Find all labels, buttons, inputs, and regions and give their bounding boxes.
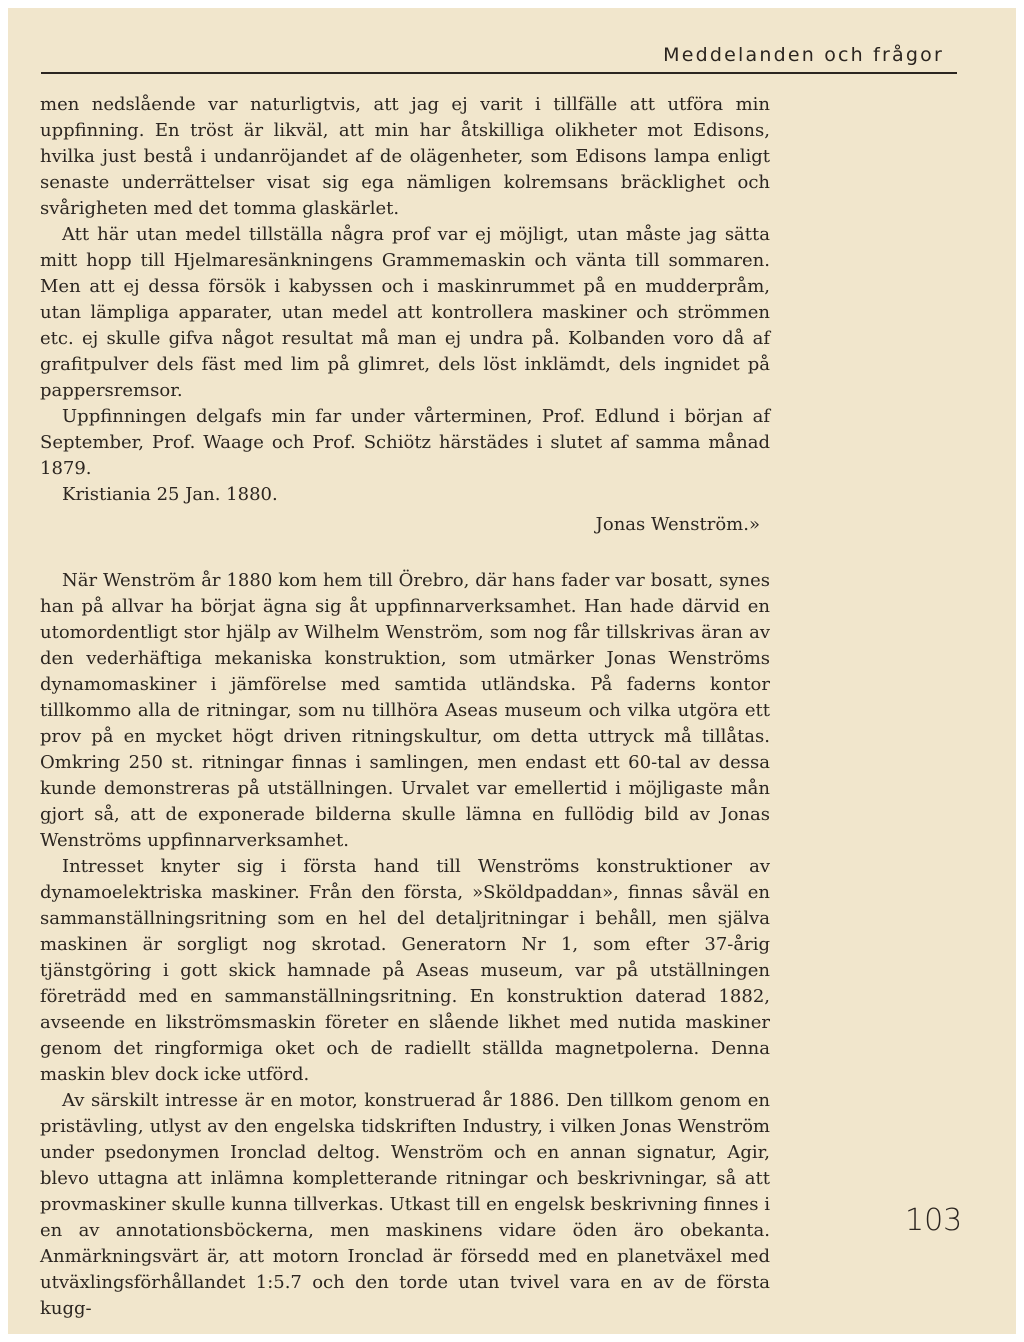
page-number: 103 [905,1203,963,1238]
running-header: Meddelanden och frågor [663,44,944,66]
letter-signature: Jonas Wenström.» [595,514,760,535]
paragraph: Att här utan medel tillställa några prof var ej möjligt, utan måste jag sätta mitt hopp till Hjelmaresänkningens Grammemaskin och vänta till sommaren. Men att ej dessa försök i kabyssen och i maskinrummet på en mudderpråm, utan lämpliga apparater, utan medel att kontrollera maskiner och strömmen etc. ej skulle gifva något resultat må man ej undra på. Kolbanden voro då af grafitpulver dels fäst med lim på glimret, dels löst inklämdt, dels ingnidet på pappersremsor. [40,224,770,401]
letter-date: Kristiania 25 Jan. 1880. [62,484,278,505]
paragraph: Av särskilt intresse är en motor, konstruerad år 1886. Den tillkom genom en pristävling, utlyst av den engelska tidskriften Industry, i vilken Jonas Wenström under psedonymen Ironclad deltog. Wenström och en annan signatur, Agir, blevo uttagna att inlämna kompletterande ritningar och beskrivningar, så att provmaskiner skulle kunna tillverkas. Utkast till en engelsk beskrivning finnes i en av annotationsböckerna, men maskinens vidare öden äro obekanta. Anmärkningsvärt är, att motorn Ironclad är försedd med en planetväxel med utväxlingsförhållandet 1:5.7 och den torde utan tvivel vara en av de första kugg- [40,1090,770,1319]
paragraph: Uppfinningen delgafs min far under vårterminen, Prof. Edlund i början af September, Prof. Waage och Prof. Schiötz härstädes i slutet af samma månad 1879. [40,406,770,479]
paragraph: Intresset knyter sig i första hand till Wenströms konstruktioner av dynamoelektriska maskiner. Från den första, »Sköldpaddan», finnas såväl en sammanställningsritning som en hel del detaljritningar i behåll, men själva maskinen är sorgligt nog skrotad. Generatorn Nr 1, som efter 37-årig tjänstgöring i gott skick hamnade på Aseas museum, var på utställningen företrädd med en sammanställningsritning. En konstruktion daterad 1882, avseende en likströmsmaskin företer en slående likhet med nutida maskiner genom det ringformiga oket och de radiellt ställda magnetpolerna. Denna maskin blev dock icke utförd. [40,856,770,1085]
header-rule [41,72,957,74]
section-gap [40,538,770,568]
document-page [8,8,1016,1334]
body-text [40,92,770,1322]
paragraph: men nedslående var naturligtvis, att jag ej varit i tillfälle att utföra min uppfinning. En tröst är likväl, att min har åtskilliga olikheter mot Edisons, hvilka just bestå i undanröjandet af de olägenheter, som Edisons lampa enligt senaste underrättelser visat sig ega nämligen kolremsans bräcklighet och svårigheten med det tomma glaskärlet. [40,94,770,219]
paragraph: När Wenström år 1880 kom hem till Örebro, där hans fader var bosatt, synes han på allvar ha börjat ägna sig åt uppfinnarverksamhet. Han hade därvid en utomordentligt stor hjälp av Wilhelm Wenström, som nog får tillskrivas äran av den vederhäftiga mekaniska konstruktion, som utmärker Jonas Wenströms dynamomaskiner i jämförelse med samtida utländska. På faderns kontor tillkommo alla de ritningar, som nu tillhöra Aseas museum och vilka utgöra ett prov på en mycket högt driven ritningskultur, om detta uttryck må tillåtas. Omkring 250 st. ritningar finnas i samlingen, men endast ett 60-tal av dessa kunde demonstreras på utställningen. Urvalet var emellertid i möjligaste mån gjort så, att de exponerade bilderna skulle lämna en fullödig bild av Jonas Wenströms uppfinnarverksamhet. [40,570,770,851]
